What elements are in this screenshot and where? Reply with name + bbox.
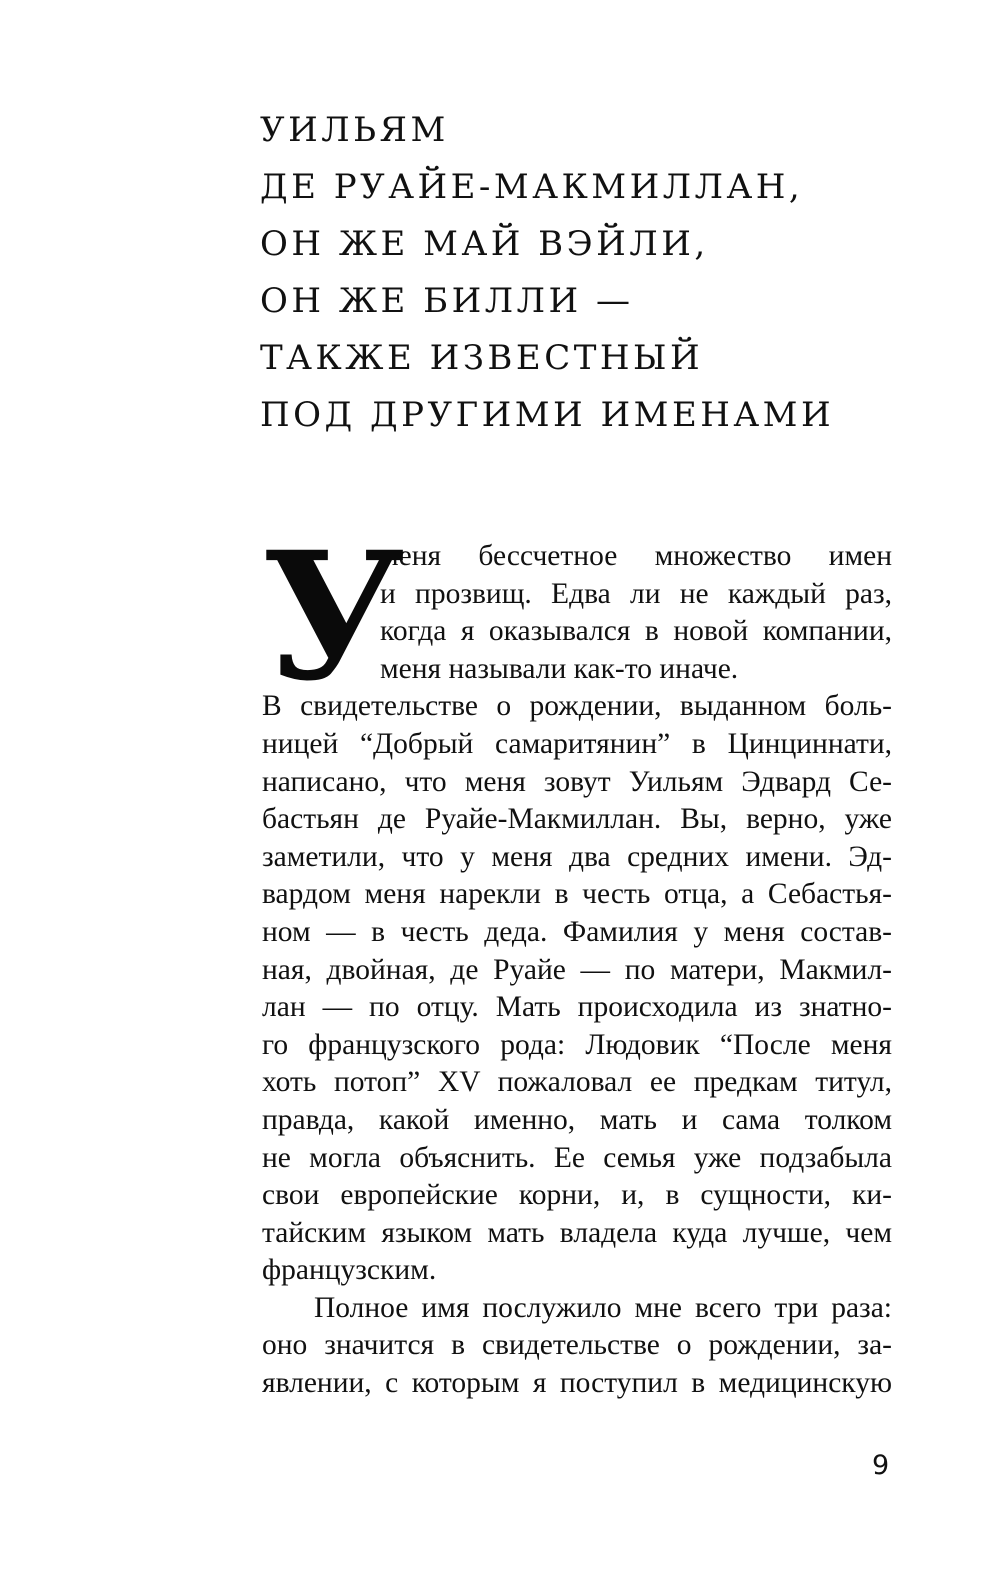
body-text [262,513,892,1403]
paragraph-2 [262,1290,892,1403]
chapter-title-line: ОН ЖЕ МАЙ ВЭЙЛИ, [260,224,709,264]
chapter-title-line: УИЛЬЯМ [260,110,449,150]
text-line: бастьян де Руайе-Макмиллан. Вы, верно, уже [262,803,892,836]
text-line: не могла объяснить. Ее семья уже подзабыла [262,1141,892,1174]
text-line: хоть потоп” XV пожаловал ее предкам титул, [262,1066,892,1099]
text-line: меня бессчетное множество имен [380,540,892,572]
text-line: когда я оказывался в новой компании, [380,615,892,648]
text-line: вардом меня нарекли в честь отца, а Себастья- [262,878,892,911]
text-line: правда, какой именно, мать и сама толком [262,1103,892,1136]
text-line: заметили, что у меня два средних имени. Эд- [262,840,892,873]
chapter-title-line: ОН ЖЕ БИЛЛИ — [260,281,634,321]
text-line: написано, что меня зовут Уильям Эдвард Се- [262,765,892,798]
chapter-title [260,102,900,444]
paragraph-1 [262,688,892,1290]
text-line: го французского рода: Людовик “После меня [262,1028,892,1061]
text-line: тайским языком мать владела куда лучше, чем [262,1216,892,1249]
text-line: ная, двойная, де Руайе — по матери, Макмил- [262,953,892,986]
text-line: ницей “Добрый самаритянин” в Цинциннати, [262,727,892,760]
chapter-title-line: ПОД ДРУГИМИ ИМЕНАМИ [260,395,835,435]
text-line: ном — в честь деда. Фамилия у меня состав- [262,915,892,948]
text-line: и прозвищ. Едва ли не каждый раз, [380,577,892,610]
text-line: В свидетельстве о рождении, выданном боль- [262,690,892,723]
chapter-title-line: ДЕ РУАЙЕ-МАКМИЛЛАН, [260,167,804,207]
text-line: французским. [262,1254,437,1287]
chapter-title-line: ТАКЖЕ ИЗВЕСТНЫЙ [260,338,704,378]
text-line: оно значится в свидетельстве о рождении, за- [262,1329,892,1362]
page-number: 9 [872,1450,890,1481]
text-line: свои европейские корни, и, в сущности, ки- [262,1179,892,1212]
drop-cap: У [262,513,405,720]
text-line: меня называли как-то иначе. [380,652,739,685]
text-line: лан — по отцу. Мать происходила из знатно- [262,991,892,1024]
text-line: Полное имя послужило мне всего три раза: [314,1291,892,1324]
text-line: явлении, с которым я поступил в медицинскую [262,1367,892,1400]
